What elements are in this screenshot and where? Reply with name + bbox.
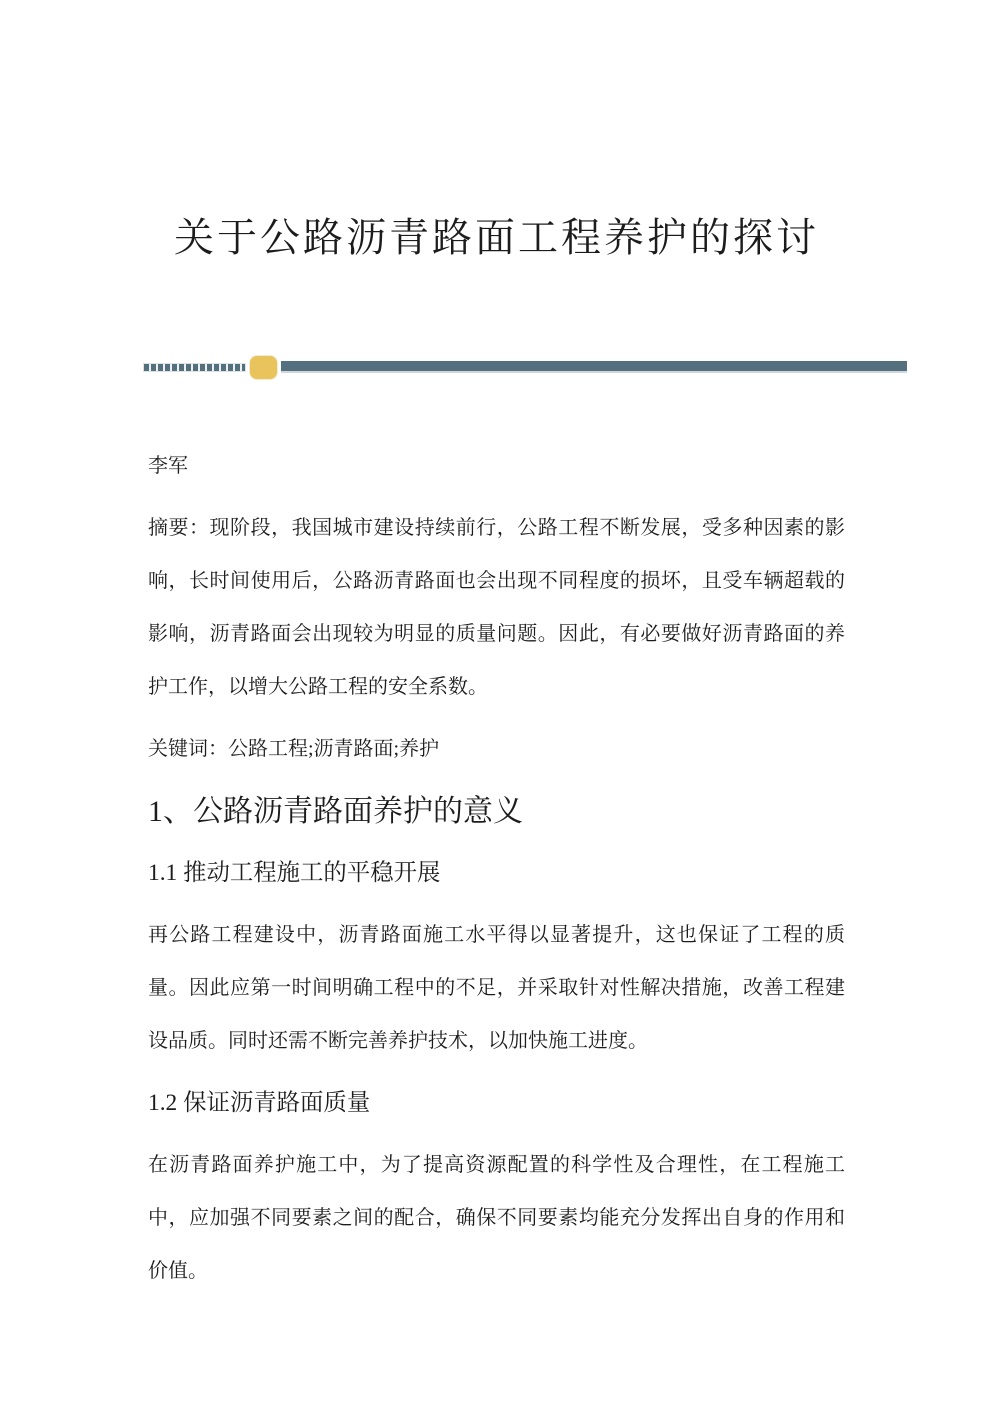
section-1-1-heading: 1.1 推动工程施工的平稳开展: [148, 860, 441, 886]
abstract-paragraph: 摘要：现阶段，我国城市建设持续前行，公路工程不断发展，受多种因素的影响，长时间使用后，公路沥青路面也会出现不同程度的损坏，且受车辆超载的影响，沥青路面会出现较为明显的质量问题。因此，有必要做好沥青路面的养护工作，以增大公路工程的安全系数。: [148, 517, 845, 698]
section-1-heading: 1、公路沥青路面养护的意义: [148, 795, 523, 828]
divider-bar: [281, 361, 907, 373]
page-title: 关于公路沥青路面工程养护的探讨: [174, 215, 819, 260]
author-name: 李军: [148, 455, 188, 477]
section-1-2-paragraph: 在沥青路面养护施工中，为了提高资源配置的科学性及合理性，在工程施工中，应加强不同要素之间的配合，确保不同要素均能充分发挥出自身的作用和价值。: [148, 1154, 845, 1282]
article-body: [148, 440, 845, 1298]
keywords-line: 关键词：公路工程;沥青路面;养护: [148, 738, 440, 760]
section-1-2-heading: 1.2 保证沥青路面质量: [148, 1090, 371, 1116]
divider-accent-dot-icon: [250, 356, 277, 379]
divider-dashed-segment: [143, 363, 246, 372]
section-1-1-paragraph: 再公路工程建设中，沥青路面施工水平得以显著提升，这也保证了工程的质量。因此应第一时间明确工程中的不足，并采取针对性解决措施，改善工程建设品质。同时还需不断完善养护技术，以加快施工进度。: [148, 924, 845, 1052]
title-divider: [143, 354, 907, 380]
